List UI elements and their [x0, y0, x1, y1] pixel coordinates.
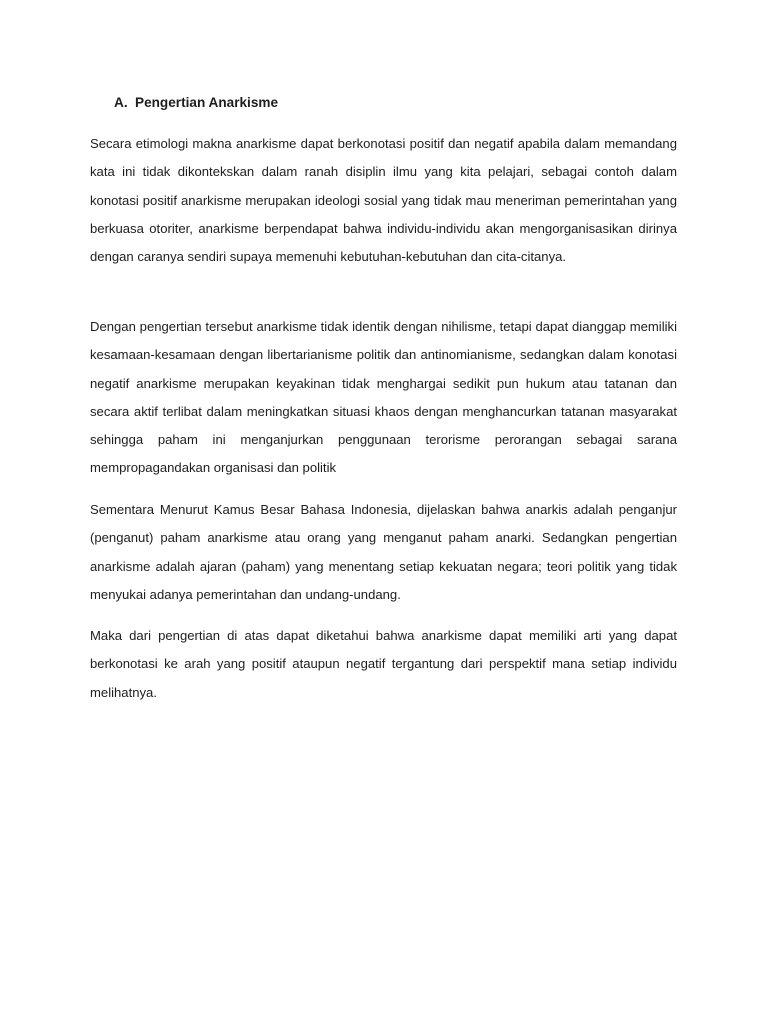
section-title: Pengertian Anarkisme	[135, 95, 279, 110]
section-heading	[114, 93, 278, 113]
section-number: A.	[114, 95, 128, 110]
paragraph-kbbi-definition: Sementara Menurut Kamus Besar Bahasa Indonesia, dijelaskan bahwa anarkis adalah penganjur (penganut) paham anarkisme atau orang yang menganut paham anarki. Sedangkan pengertian anarkisme adalah ajaran (paham) yang menentang setiap kekuatan negara; teori politik yang tidak menyukai adanya pemerintahan dan undang-undang.	[90, 502, 677, 602]
paragraph-etymology: Secara etimologi makna anarkisme dapat berkonotasi positif dan negatif apabila dalam memandang kata ini tidak dikontekskan dalam ranah disiplin ilmu yang kita pelajari, sebagai contoh dalam konotasi positif anarkisme merupakan ideologi sosial yang tidak mau meneriman pemerintahan yang berkuasa otoriter, anarkisme berpendapat bahwa individu-individu akan mengorganisasikan dirinya dengan caranya sendiri supaya memenuhi kebutuhan-kebutuhan dan cita-citanya.	[90, 136, 677, 265]
paragraph-conclusion: Maka dari pengertian di atas dapat diketahui bahwa anarkisme dapat memiliki arti yang dapat berkonotasi ke arah yang positif ataupun negatif tergantung dari perspektif mana setiap individu melihatnya.	[90, 628, 677, 700]
paragraph-nihilism: Dengan pengertian tersebut anarkisme tidak identik dengan nihilisme, tetapi dapat dianggap memiliki kesamaan-kesamaan dengan libertarianisme politik dan antinomianisme, sedangkan dalam konotasi negatif anarkisme merupakan keyakinan tidak menghargai sedikit pun hukum atau tatanan dan secara aktif terlibat dalam meningkatkan situasi khaos dengan menghancurkan tatanan masyarakat sehingga paham ini menganjurkan penggunaan terorisme perorangan sebagai sarana mempropagandakan organisasi dan politik	[90, 319, 677, 476]
